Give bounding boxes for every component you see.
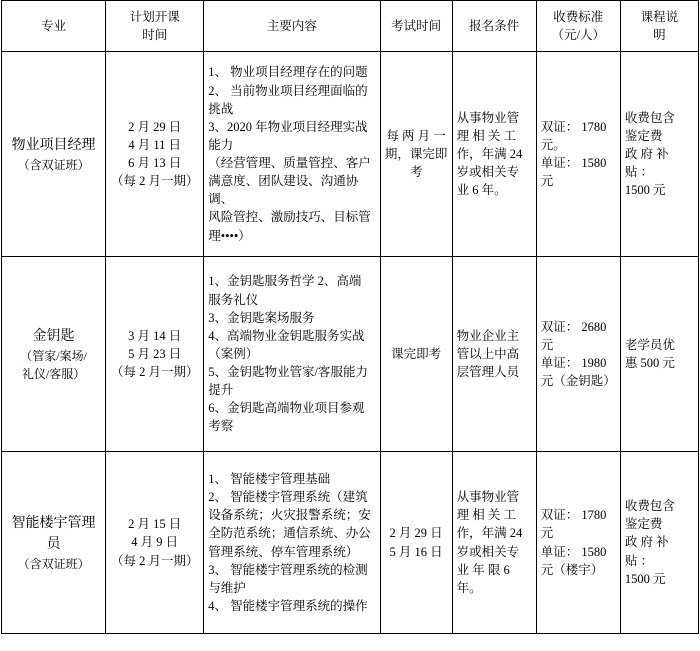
start-time-line: 6 月 13 日: [128, 156, 182, 170]
start-time-line: 2 月 29 日: [128, 119, 182, 134]
content-line: 考察: [208, 419, 234, 434]
fee-line: 双证： 2680: [540, 319, 607, 334]
cell-start-time: [106, 257, 204, 452]
column-header-exam-time: [380, 1, 452, 52]
column-header-exam-time-line-1: 考试时间: [391, 18, 442, 33]
condition-line: 理 相 关 工: [456, 128, 517, 143]
column-header-fee-standard-line-1: 收费标准: [553, 9, 604, 24]
content-line: 1、 智能楼宇管理基础: [208, 472, 331, 486]
note-line: 老学员优: [624, 337, 675, 352]
fee-line: 元: [540, 337, 554, 352]
start-time-line: （每 2 月一期）: [110, 365, 199, 380]
start-time-line: 4 月 11 日: [128, 137, 182, 152]
exam-time-line: 每 两 月 一: [386, 128, 446, 143]
fee-line: 双证： 1780: [540, 119, 607, 134]
major-subtitle-2: 礼仪/客服）: [21, 366, 86, 381]
column-header-main-content: [204, 1, 380, 52]
content-line: 服务礼仪: [208, 292, 259, 307]
cell-course-note: [620, 452, 698, 634]
exam-time-line: 5 月 16 日: [389, 544, 443, 559]
fee-line: 单证： 1580: [540, 156, 607, 170]
table-header-row: [2, 1, 699, 52]
note-line: 政 府 补: [624, 535, 669, 550]
cell-fee-standard: [536, 257, 620, 452]
table-row: [2, 257, 699, 452]
content-line: 6、金钥匙高端物业项目参观: [208, 401, 365, 416]
fee-line: 单证： 1580: [540, 544, 607, 559]
content-line: 1、金钥匙服务哲学 2、高端: [208, 274, 362, 289]
exam-time-line: 考: [409, 165, 423, 180]
content-line: 风险管控、激励技巧、目标管: [208, 210, 371, 225]
content-line: 挑战: [208, 101, 234, 116]
content-line: 5、金钥匙物业管家/客服能力: [208, 365, 369, 380]
course-schedule-table: [1, 0, 699, 634]
fee-line: 元: [540, 526, 554, 541]
note-line: 收费包含: [624, 110, 675, 125]
major-subtitle: （管家/案场/: [20, 348, 87, 363]
column-header-course-note-line-2: 明: [653, 28, 666, 42]
column-header-fee-standard-line-2: （元/人）: [551, 28, 606, 42]
cell-major: [2, 52, 106, 257]
cell-main-content: [204, 52, 380, 257]
note-line: 1500 元: [624, 571, 666, 586]
condition-line: 管以上中高: [456, 346, 520, 361]
cell-course-note: [620, 52, 698, 257]
content-line: 理••••）: [208, 228, 251, 243]
content-line: 2、 智能楼宇管理系统（建筑: [208, 490, 368, 505]
condition-line: 理 相 关 工: [456, 508, 517, 523]
column-header-enroll-condition-line-1: 报名条件: [469, 18, 520, 33]
cell-fee-standard: [536, 452, 620, 634]
content-line: 3、金钥匙案场服务: [208, 310, 315, 325]
table-header: [2, 1, 699, 52]
cell-major: [2, 452, 106, 634]
cell-exam-time: [380, 52, 452, 257]
cell-fee-standard: [536, 52, 620, 257]
content-line: 能力: [208, 137, 234, 152]
condition-line: 业 6 年。: [456, 183, 507, 198]
content-line: 3、 智能楼宇管理系统的检测: [208, 562, 368, 577]
column-header-course-note-line-1: 课程说: [640, 9, 679, 24]
column-header-major-line-1: 专业: [41, 18, 67, 33]
content-line: 3、2020 年物业项目经理实战: [208, 119, 368, 134]
start-time-line: 2 月 15 日: [128, 517, 182, 532]
major-name: 物业项目经理: [11, 137, 96, 153]
condition-line: 业 年 限 6: [456, 562, 510, 577]
column-header-course-note: [620, 1, 698, 52]
condition-line: 岁或相关专: [456, 544, 520, 559]
column-header-start-time: [106, 1, 204, 52]
exam-time-line: 课完即考: [391, 346, 442, 361]
content-line: 1、 物业项目经理存在的问题: [208, 65, 368, 80]
cell-enroll-condition: [452, 52, 536, 257]
start-time-line: 3 月 14 日: [128, 328, 182, 343]
note-line: 鉴定费: [624, 517, 663, 532]
content-line: 设备系统；火灾报警系统；安: [208, 508, 371, 523]
note-line: 鉴定费: [624, 128, 663, 143]
start-time-line: （每 2 月一期）: [110, 174, 199, 189]
cell-main-content: [204, 452, 380, 634]
cell-main-content: [204, 257, 380, 452]
condition-line: 年。: [456, 580, 482, 595]
note-line: 1500 元: [624, 183, 666, 198]
condition-line: 物业企业主: [456, 328, 520, 343]
content-line: （经营管理、质量管控、客户: [208, 156, 371, 170]
content-line: 全防范系统；通信系统、办公: [208, 526, 371, 541]
cell-major: [2, 257, 106, 452]
condition-line: 从事物业管: [456, 490, 520, 505]
table-row: [2, 52, 699, 257]
content-line: 2、 当前物业项目经理面临的: [208, 83, 368, 98]
content-line: 管理系统、停车管理系统）: [208, 544, 359, 559]
major-name: 智能楼宇管理员: [11, 515, 96, 552]
column-header-major: [2, 1, 106, 52]
fee-line: 双证： 1780: [540, 508, 607, 523]
table-row: [2, 452, 699, 634]
column-header-fee-standard: [536, 1, 620, 52]
table-body: [2, 52, 699, 634]
start-time-line: 4 月 9 日: [131, 535, 179, 550]
content-line: 满意度、团队建设、沟通协调、: [208, 174, 359, 207]
note-line: 收费包含: [624, 499, 675, 514]
condition-line: 作，年满 24: [456, 146, 523, 161]
exam-time-line: 2 月 29 日: [389, 526, 443, 541]
fee-line: 元: [540, 174, 554, 189]
cell-enroll-condition: [452, 452, 536, 634]
fee-line: 元（楼宇）: [540, 562, 604, 577]
condition-line: 从事物业管: [456, 110, 520, 125]
cell-start-time: [106, 52, 204, 257]
note-line: 惠 500 元: [624, 356, 675, 370]
cell-course-note: [620, 257, 698, 452]
note-line: 贴 ：: [624, 165, 653, 180]
column-header-start-time-line-1: 计划开课: [129, 9, 180, 24]
cell-start-time: [106, 452, 204, 634]
major-subtitle: （含双证班）: [17, 157, 90, 172]
content-line: 4、高端物业金钥匙服务实战: [208, 328, 365, 343]
column-header-enroll-condition: [452, 1, 536, 52]
condition-line: 层管理人员: [456, 365, 520, 380]
condition-line: 作，年满 24: [456, 526, 523, 541]
column-header-main-content-line-1: 主要内容: [266, 18, 317, 33]
content-line: 提升: [208, 383, 234, 398]
cell-enroll-condition: [452, 257, 536, 452]
cell-exam-time: [380, 452, 452, 634]
major-subtitle: （含双证班）: [17, 556, 90, 571]
column-header-start-time-line-2: 时间: [142, 28, 168, 42]
major-name: 金钥匙: [32, 328, 75, 344]
note-line: 贴 ：: [624, 553, 653, 568]
exam-time-line: 期，课完即: [384, 146, 448, 161]
condition-line: 岁或相关专: [456, 165, 520, 180]
start-time-line: （每 2 月一期）: [110, 553, 199, 568]
fee-line: 元。: [540, 137, 566, 152]
content-line: 4、 智能楼宇管理系统的操作: [208, 598, 368, 613]
fee-line: 元（金钥匙）: [540, 374, 616, 389]
fee-line: 单证： 1980: [540, 356, 607, 370]
content-line: （案例）: [208, 346, 259, 361]
content-line: 与维护: [208, 580, 246, 595]
cell-exam-time: [380, 257, 452, 452]
start-time-line: 5 月 23 日: [128, 346, 182, 361]
note-line: 政 府 补: [624, 146, 669, 161]
